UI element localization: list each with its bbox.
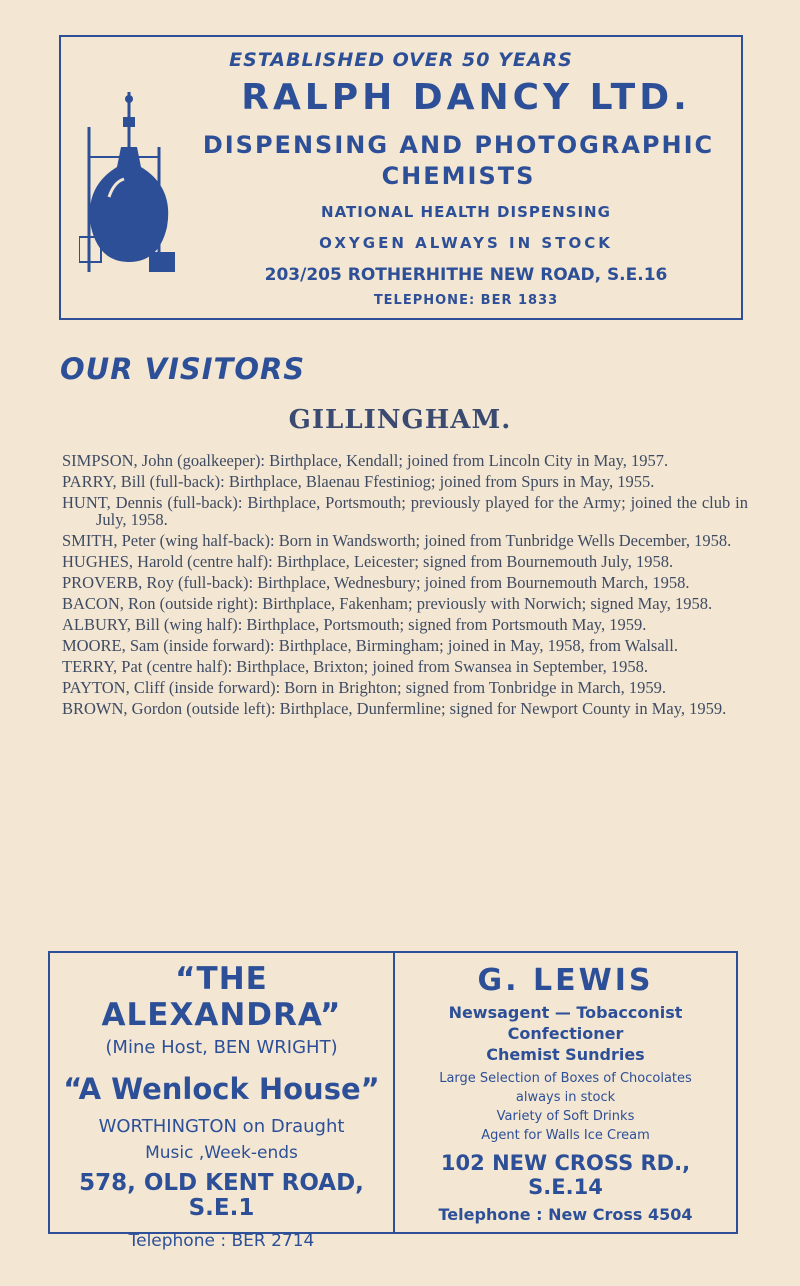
player-entry: SIMPSON, John (goalkeeper): Birthplace, Kendall; joined from Lincoln City in May, 1957.: [62, 451, 669, 470]
lewis-advert: [395, 953, 736, 1232]
lewis-goods: [395, 1069, 736, 1145]
alexandra-name: “THE ALEXANDRA”: [101, 961, 342, 1033]
alexandra-house: “A Wenlock House”: [63, 1072, 380, 1106]
player-entry: PARRY, Bill (full-back): Birthplace, Blaenau Ffestiniog; joined from Spurs in May, 1955.: [62, 472, 655, 491]
service-nhs: NATIONAL HEALTH DISPENSING: [321, 203, 611, 221]
team-name: GILLINGHAM.: [288, 405, 512, 435]
lewis-trade-3: Chemist Sundries: [486, 1045, 645, 1064]
firm-telephone: TELEPHONE: BER 1833: [373, 293, 559, 308]
lewis-drinks: Variety of Soft Drinks: [496, 1109, 635, 1124]
player-entry: HUGHES, Harold (centre half): Birthplace, Leicester; signed from Bournemouth July, 1958.: [62, 552, 674, 571]
section-heading: OUR VISITORS: [60, 352, 306, 386]
player-entry: TERRY, Pat (centre half): Birthplace, Brixton; joined from Swansea in September, 1958.: [62, 657, 649, 676]
lewis-ice-cream: Agent for Walls Ice Cream: [481, 1128, 650, 1143]
lewis-telephone: Telephone : New Cross 4504: [438, 1205, 693, 1224]
player-entry: PAYTON, Cliff (inside forward): Born in Brighton; signed from Tonbridge in March, 1959.: [62, 678, 666, 697]
player-entry: ALBURY, Bill (wing half): Birthplace, Portsmouth; signed from Portsmouth May, 1959.: [62, 615, 647, 634]
lewis-trades: [395, 1002, 736, 1065]
bottom-adverts: [48, 951, 738, 1251]
lewis-address-line-1: 102 NEW CROSS RD.,: [440, 1151, 691, 1175]
firm-name: RALPH DANCY LTD.: [241, 77, 691, 118]
alexandra-advert: [50, 953, 393, 1251]
alexandra-music: Music ,Week-ends: [145, 1143, 298, 1163]
lewis-address-line-2: S.E.14: [528, 1175, 603, 1199]
player-entry: BACON, Ron (outside right): Birthplace, Fakenham; previously with Norwich; signed May, 1958.: [62, 594, 713, 613]
lewis-name: G. LEWIS: [477, 963, 654, 998]
firm-address: 203/205 ROTHERHITHE NEW ROAD, S.E.16: [264, 265, 668, 285]
trade-line-1: DISPENSING AND PHOTOGRAPHIC: [202, 131, 715, 159]
player-entry: SMITH, Peter (wing half-back): Born in Wandsworth; joined from Tunbridge Wells December, 1958.: [62, 531, 732, 550]
lewis-trade-1: Newsagent — Tobacconist: [448, 1003, 683, 1022]
alexandra-address-line-2: S.E.1: [188, 1195, 255, 1221]
player-list: [62, 452, 748, 721]
alexandra-beer: WORTHINGTON on Draught: [98, 1116, 345, 1137]
player-entry: MOORE, Sam (inside forward): Birthplace, Birmingham; joined in May, 1958, from Walsall.: [62, 636, 678, 655]
trade-description: [186, 130, 731, 192]
alexandra-address-line-1: 578, OLD KENT ROAD,: [79, 1170, 364, 1196]
chemist-flask-icon: [79, 87, 179, 277]
player-entry: BROWN, Gordon (outside left): Birthplace, Dunfermline; signed for Newport County in May, 1959.: [62, 699, 727, 718]
service-oxygen: OXYGEN ALWAYS IN STOCK: [319, 234, 613, 252]
ralph-dancy-advert: [59, 35, 743, 320]
lewis-chocolates: Large Selection of Boxes of Chocolates: [439, 1071, 692, 1086]
player-entry: PROVERB, Roy (full-back): Birthplace, Wednesbury; joined from Bournemouth March, 1958.: [62, 573, 690, 592]
alexandra-telephone: Telephone : BER 2714: [128, 1231, 315, 1251]
established-kicker: ESTABLISHED OVER 50 YEARS: [229, 49, 573, 71]
trade-line-2: CHEMISTS: [381, 162, 536, 190]
player-entry: HUNT, Dennis (full-back): Birthplace, Portsmouth; previously played for the Army; joined the club in July, 1958.: [62, 493, 748, 529]
lewis-stock: always in stock: [515, 1090, 616, 1105]
lewis-address: [395, 1151, 736, 1199]
lewis-trade-2: Confectioner: [507, 1024, 624, 1043]
alexandra-address: [50, 1171, 393, 1221]
alexandra-host: (Mine Host, BEN WRIGHT): [105, 1037, 338, 1058]
